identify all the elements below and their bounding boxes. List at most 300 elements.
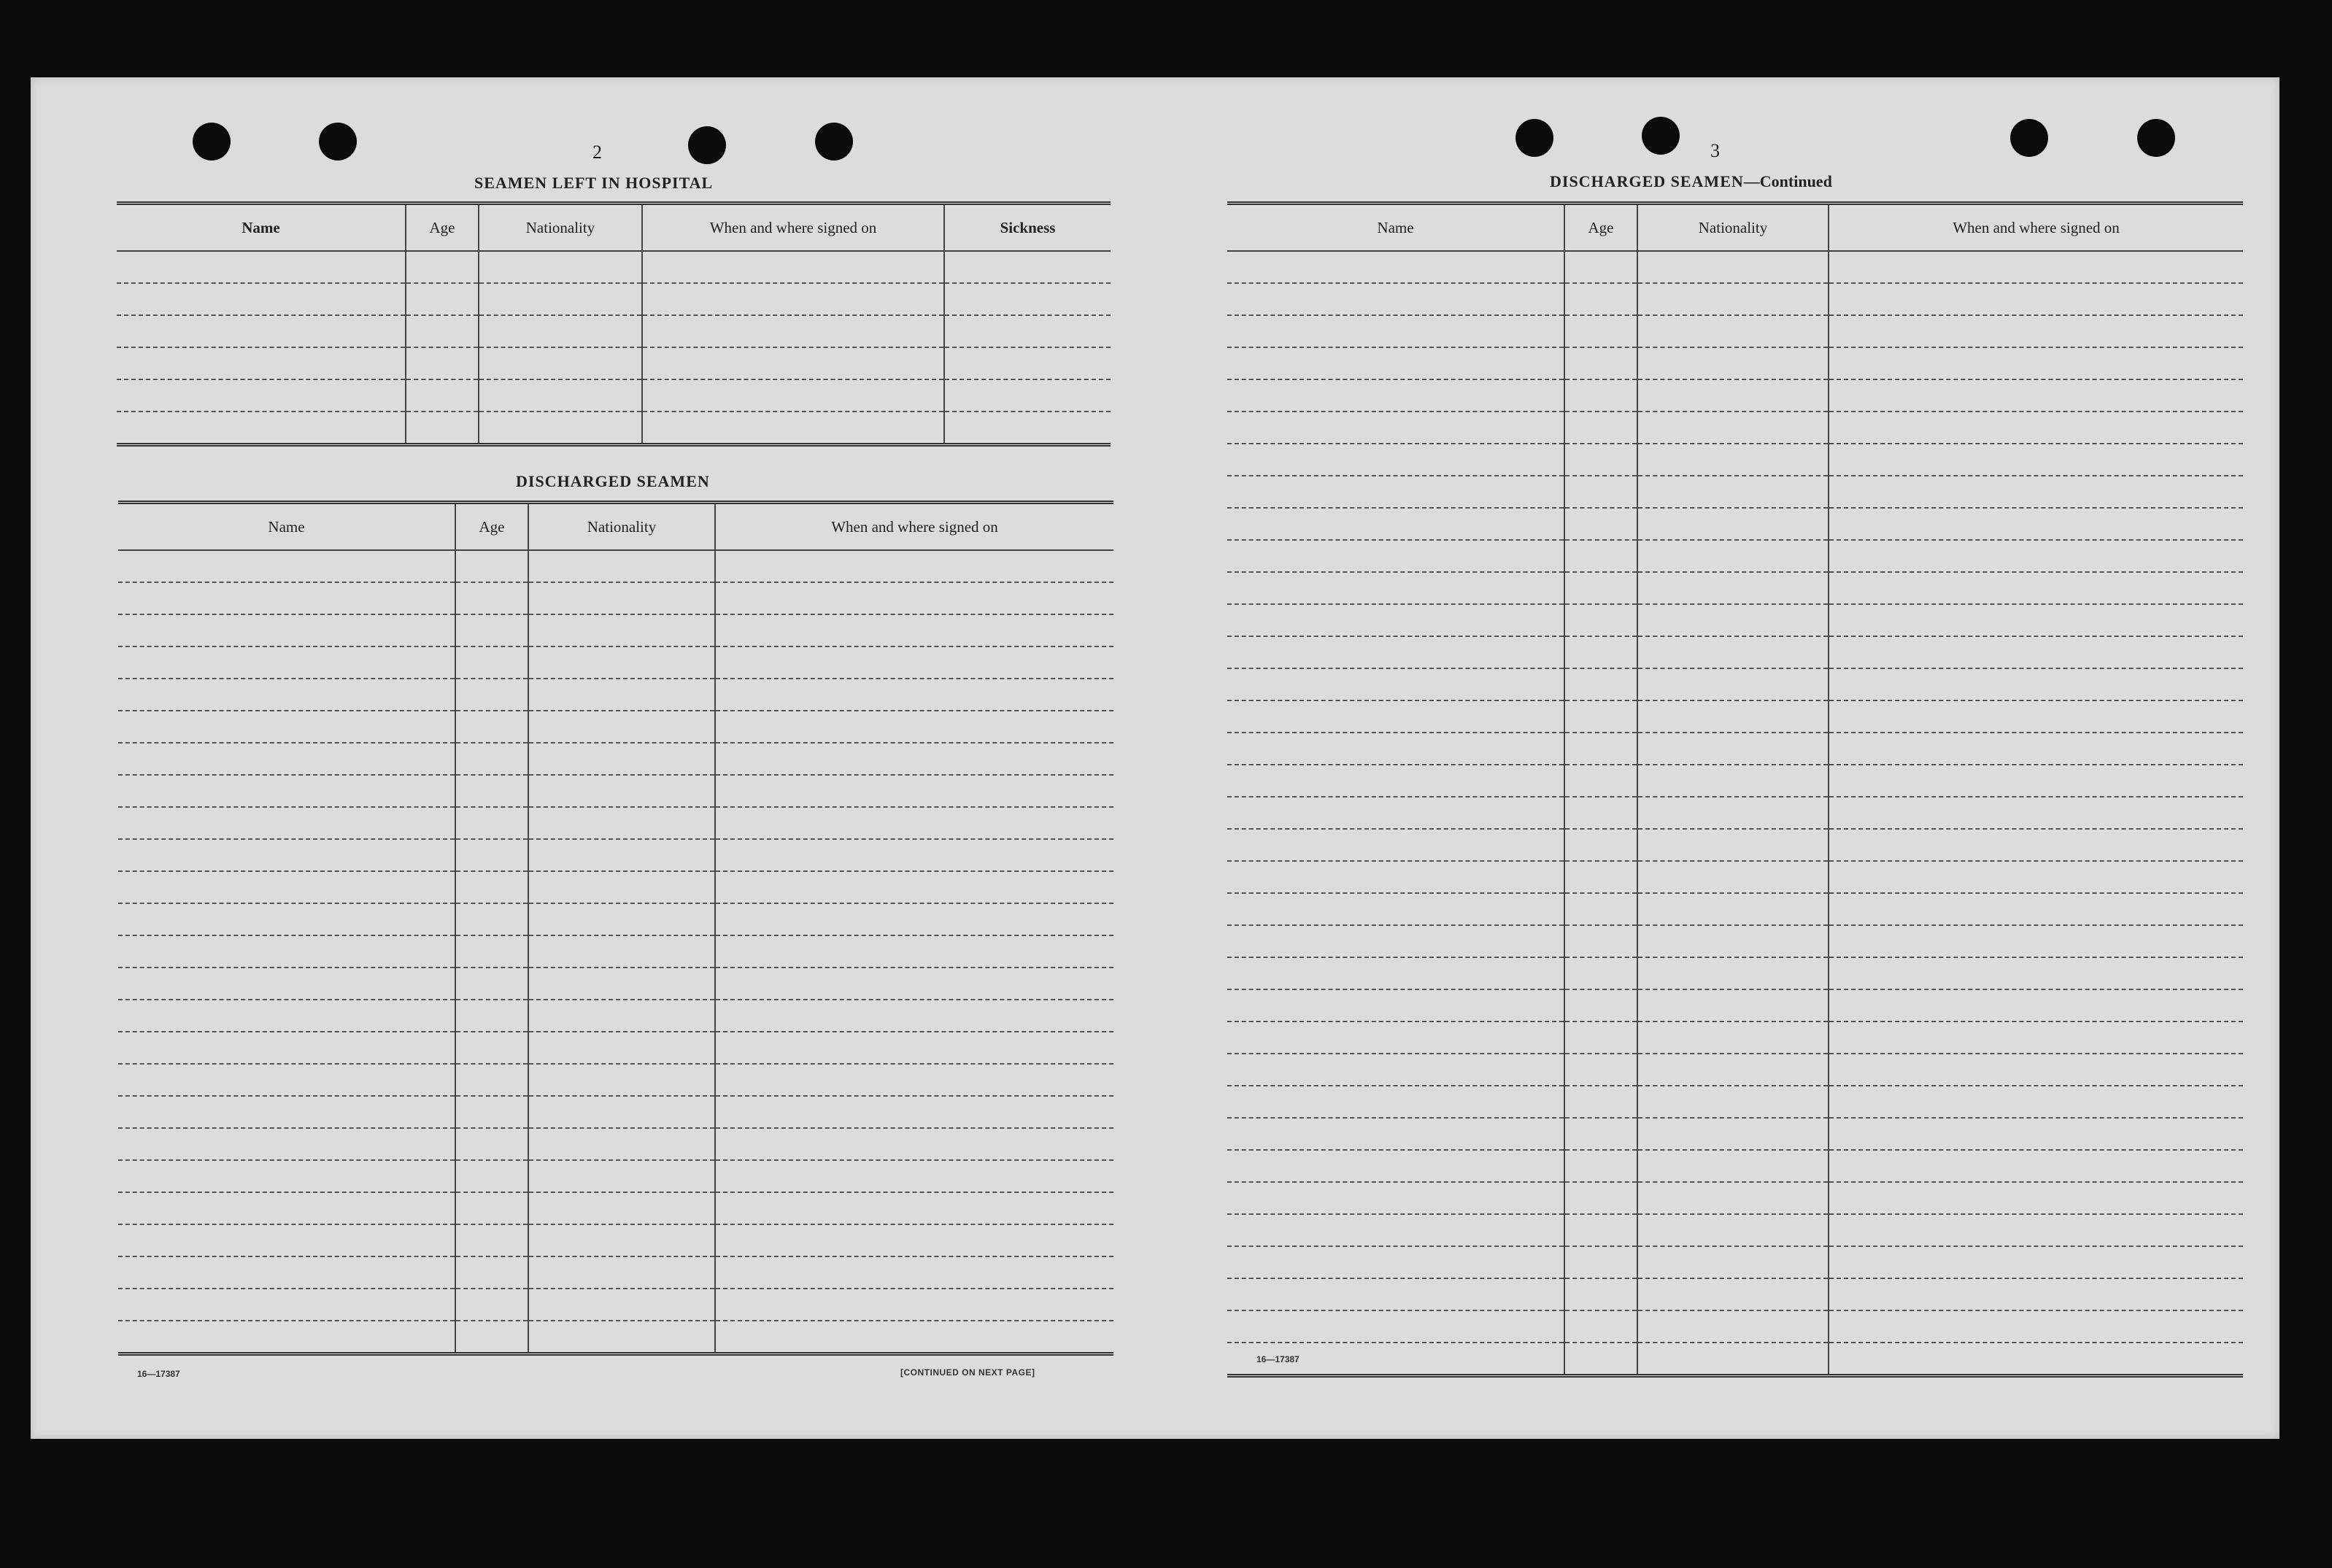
blank-entry-cell[interactable]	[1227, 700, 1564, 733]
blank-entry-cell[interactable]	[715, 1128, 1113, 1160]
blank-entry-cell[interactable]	[715, 807, 1113, 839]
blank-entry-cell[interactable]	[1227, 636, 1564, 668]
blank-entry-cell[interactable]	[1564, 604, 1637, 636]
blank-entry-cell[interactable]	[1829, 861, 2243, 893]
blank-entry-cell[interactable]	[118, 935, 455, 968]
blank-entry-cell[interactable]	[406, 251, 479, 283]
blank-entry-cell[interactable]	[1637, 251, 1829, 283]
blank-entry-cell[interactable]	[118, 775, 455, 807]
blank-entry-cell[interactable]	[1829, 347, 2243, 379]
blank-entry-cell[interactable]	[1829, 283, 2243, 315]
column-header-age: Age	[455, 503, 528, 551]
blank-entry-cell[interactable]	[1227, 1278, 1564, 1310]
blank-entry-cell[interactable]	[944, 315, 1111, 347]
blank-entry-cell[interactable]	[1637, 668, 1829, 700]
blank-entry-cell[interactable]	[406, 379, 479, 412]
blank-entry-cell[interactable]	[528, 550, 715, 582]
blank-entry-cell[interactable]	[1829, 668, 2243, 700]
blank-entry-cell[interactable]	[944, 379, 1111, 412]
blank-entry-cell[interactable]	[1564, 1021, 1637, 1054]
blank-entry-cell[interactable]	[715, 1000, 1113, 1032]
blank-entry-cell[interactable]	[1227, 829, 1564, 861]
blank-entry-cell[interactable]	[528, 775, 715, 807]
blank-entry-cell[interactable]	[1637, 444, 1829, 476]
blank-entry-cell[interactable]	[1637, 412, 1829, 444]
blank-entry-cell[interactable]	[118, 839, 455, 871]
blank-entry-cell[interactable]	[479, 251, 642, 283]
blank-entry-cell[interactable]	[455, 679, 528, 711]
blank-entry-cell[interactable]	[528, 1256, 715, 1289]
blank-entry-cell[interactable]	[1829, 989, 2243, 1021]
blank-entry-cell[interactable]	[1829, 925, 2243, 957]
table-row	[118, 1000, 1113, 1032]
blank-entry-cell[interactable]	[528, 1000, 715, 1032]
blank-entry-cell[interactable]	[528, 1128, 715, 1160]
blank-entry-cell[interactable]	[455, 775, 528, 807]
blank-entry-cell[interactable]	[1564, 508, 1637, 540]
blank-entry-cell[interactable]	[1227, 1246, 1564, 1278]
blank-entry-cell[interactable]	[1564, 668, 1637, 700]
blank-entry-cell[interactable]	[1227, 1182, 1564, 1214]
blank-entry-cell[interactable]	[1637, 540, 1829, 572]
blank-entry-cell[interactable]	[455, 550, 528, 582]
blank-entry-cell[interactable]	[1227, 412, 1564, 444]
blank-entry-cell[interactable]	[118, 1192, 455, 1224]
blank-entry-cell[interactable]	[1637, 1246, 1829, 1278]
blank-entry-cell[interactable]	[1829, 508, 2243, 540]
blank-entry-cell[interactable]	[118, 550, 455, 582]
blank-entry-cell[interactable]	[1829, 957, 2243, 989]
blank-entry-cell[interactable]	[715, 1064, 1113, 1096]
blank-entry-cell[interactable]	[1564, 861, 1637, 893]
blank-entry-cell[interactable]	[1829, 604, 2243, 636]
blank-entry-cell[interactable]	[455, 582, 528, 614]
blank-entry-cell[interactable]	[528, 1064, 715, 1096]
blank-entry-cell[interactable]	[1227, 957, 1564, 989]
blank-entry-cell[interactable]	[1637, 1021, 1829, 1054]
table-row	[1227, 1118, 2243, 1150]
blank-entry-cell[interactable]	[1564, 700, 1637, 733]
blank-entry-cell[interactable]	[1564, 412, 1637, 444]
blank-entry-cell[interactable]	[528, 582, 715, 614]
blank-entry-cell[interactable]	[528, 1224, 715, 1256]
blank-entry-cell[interactable]	[1829, 1086, 2243, 1118]
blank-entry-cell[interactable]	[715, 968, 1113, 1000]
blank-entry-cell[interactable]	[1637, 861, 1829, 893]
column-header-nationality: Nationality	[1637, 204, 1829, 252]
blank-entry-cell[interactable]	[1564, 283, 1637, 315]
blank-entry-cell[interactable]	[1564, 1086, 1637, 1118]
blank-entry-cell[interactable]	[479, 315, 642, 347]
blank-entry-cell[interactable]	[528, 1032, 715, 1064]
blank-entry-cell[interactable]	[944, 251, 1111, 283]
blank-entry-cell[interactable]	[1564, 1054, 1637, 1086]
blank-entry-cell[interactable]	[1564, 476, 1637, 508]
blank-entry-cell[interactable]	[1564, 347, 1637, 379]
blank-entry-cell[interactable]	[455, 711, 528, 743]
blank-entry-cell[interactable]	[455, 903, 528, 935]
blank-entry-cell[interactable]	[1829, 1343, 2243, 1376]
blank-entry-cell[interactable]	[715, 711, 1113, 743]
blank-entry-cell[interactable]	[944, 347, 1111, 379]
blank-entry-cell[interactable]	[1227, 1214, 1564, 1246]
blank-entry-cell[interactable]	[1227, 1118, 1564, 1150]
table-row	[118, 1064, 1113, 1096]
blank-entry-cell[interactable]	[1829, 733, 2243, 765]
blank-entry-cell[interactable]	[1564, 1118, 1637, 1150]
blank-entry-cell[interactable]	[118, 1256, 455, 1289]
blank-entry-cell[interactable]	[1227, 1310, 1564, 1343]
blank-entry-cell[interactable]	[1829, 476, 2243, 508]
blank-entry-cell[interactable]	[642, 251, 944, 283]
blank-entry-cell[interactable]	[118, 1321, 455, 1354]
blank-entry-cell[interactable]	[455, 968, 528, 1000]
blank-entry-cell[interactable]	[118, 1032, 455, 1064]
blank-entry-cell[interactable]	[118, 1096, 455, 1128]
blank-entry-cell[interactable]	[1227, 283, 1564, 315]
blank-entry-cell[interactable]	[715, 1321, 1113, 1354]
table-row	[118, 1321, 1113, 1354]
table-row	[1227, 379, 2243, 412]
blank-entry-cell[interactable]	[715, 871, 1113, 903]
blank-entry-cell[interactable]	[528, 935, 715, 968]
blank-entry-cell[interactable]	[715, 903, 1113, 935]
blank-entry-cell[interactable]	[118, 1064, 455, 1096]
blank-entry-cell[interactable]	[1637, 893, 1829, 925]
blank-entry-cell[interactable]	[1637, 733, 1829, 765]
blank-entry-cell[interactable]	[1829, 1182, 2243, 1214]
blank-entry-cell[interactable]	[1829, 829, 2243, 861]
blank-entry-cell[interactable]	[642, 283, 944, 315]
blank-entry-cell[interactable]	[406, 347, 479, 379]
blank-entry-cell[interactable]	[1637, 700, 1829, 733]
blank-entry-cell[interactable]	[1564, 1343, 1637, 1376]
blank-entry-cell[interactable]	[528, 903, 715, 935]
blank-entry-cell[interactable]	[1829, 540, 2243, 572]
table-row	[118, 614, 1113, 646]
blank-entry-cell[interactable]	[1564, 1214, 1637, 1246]
blank-entry-cell[interactable]	[1829, 1118, 2243, 1150]
blank-entry-cell[interactable]	[1637, 989, 1829, 1021]
blank-entry-cell[interactable]	[118, 968, 455, 1000]
blank-entry-cell[interactable]	[715, 1160, 1113, 1192]
table-row	[117, 347, 1111, 379]
blank-entry-cell[interactable]	[1829, 572, 2243, 604]
blank-entry-cell[interactable]	[1564, 315, 1637, 347]
blank-entry-cell[interactable]	[1227, 893, 1564, 925]
blank-entry-cell[interactable]	[118, 646, 455, 679]
blank-entry-cell[interactable]	[479, 283, 642, 315]
blank-entry-cell[interactable]	[117, 412, 406, 445]
blank-entry-cell[interactable]	[1227, 604, 1564, 636]
blank-entry-cell[interactable]	[406, 412, 479, 445]
blank-entry-cell[interactable]	[1829, 1214, 2243, 1246]
blank-entry-cell[interactable]	[1829, 893, 2243, 925]
blank-entry-cell[interactable]	[715, 839, 1113, 871]
blank-entry-cell[interactable]	[1564, 540, 1637, 572]
blank-entry-cell[interactable]	[1227, 733, 1564, 765]
punch-hole	[1642, 117, 1680, 155]
blank-entry-cell[interactable]	[1637, 508, 1829, 540]
blank-entry-cell[interactable]	[455, 1256, 528, 1289]
blank-entry-cell[interactable]	[1637, 1054, 1829, 1086]
blank-entry-cell[interactable]	[1564, 765, 1637, 797]
blank-entry-cell[interactable]	[1829, 1278, 2243, 1310]
table-row	[1227, 1086, 2243, 1118]
blank-entry-cell[interactable]	[455, 807, 528, 839]
punch-hole	[319, 123, 357, 161]
blank-entry-cell[interactable]	[1564, 251, 1637, 283]
blank-entry-cell[interactable]	[118, 807, 455, 839]
blank-entry-cell[interactable]	[406, 315, 479, 347]
blank-entry-cell[interactable]	[1564, 379, 1637, 412]
blank-entry-cell[interactable]	[479, 379, 642, 412]
blank-entry-cell[interactable]	[1564, 1150, 1637, 1182]
blank-entry-cell[interactable]	[1227, 347, 1564, 379]
blank-entry-cell[interactable]	[715, 935, 1113, 968]
blank-entry-cell[interactable]	[1637, 1310, 1829, 1343]
blank-entry-cell[interactable]	[1637, 636, 1829, 668]
blank-entry-cell[interactable]	[1227, 1021, 1564, 1054]
document-sheet	[31, 77, 2279, 1439]
table-row	[1227, 733, 2243, 765]
blank-entry-cell[interactable]	[1227, 797, 1564, 829]
blank-entry-cell[interactable]	[642, 315, 944, 347]
blank-entry-cell[interactable]	[118, 679, 455, 711]
blank-entry-cell[interactable]	[117, 315, 406, 347]
blank-entry-cell[interactable]	[1637, 1182, 1829, 1214]
table-row	[1227, 251, 2243, 283]
blank-entry-cell[interactable]	[1564, 797, 1637, 829]
blank-entry-cell[interactable]	[1829, 765, 2243, 797]
blank-entry-cell[interactable]	[118, 582, 455, 614]
blank-entry-cell[interactable]	[455, 743, 528, 775]
table-row	[1227, 989, 2243, 1021]
blank-entry-cell[interactable]	[528, 1321, 715, 1354]
blank-entry-cell[interactable]	[1637, 797, 1829, 829]
blank-entry-cell[interactable]	[455, 1192, 528, 1224]
blank-entry-cell[interactable]	[1564, 925, 1637, 957]
table-row	[1227, 347, 2243, 379]
table-row	[117, 251, 1111, 283]
page-number-left: 2	[592, 142, 602, 163]
blank-entry-cell[interactable]	[1564, 733, 1637, 765]
blank-entry-cell[interactable]	[715, 1224, 1113, 1256]
blank-entry-cell[interactable]	[117, 347, 406, 379]
blank-entry-cell[interactable]	[1564, 1246, 1637, 1278]
blank-entry-cell[interactable]	[1637, 604, 1829, 636]
blank-entry-cell[interactable]	[528, 871, 715, 903]
blank-entry-cell[interactable]	[1564, 893, 1637, 925]
blank-entry-cell[interactable]	[715, 582, 1113, 614]
blank-entry-cell[interactable]	[406, 283, 479, 315]
blank-entry-cell[interactable]	[118, 1128, 455, 1160]
table-row	[118, 1224, 1113, 1256]
blank-entry-cell[interactable]	[1637, 925, 1829, 957]
blank-entry-cell[interactable]	[715, 614, 1113, 646]
blank-entry-cell[interactable]	[1227, 444, 1564, 476]
blank-entry-cell[interactable]	[715, 775, 1113, 807]
blank-entry-cell[interactable]	[1829, 315, 2243, 347]
blank-entry-cell[interactable]	[1564, 989, 1637, 1021]
blank-entry-cell[interactable]	[1829, 1310, 2243, 1343]
blank-entry-cell[interactable]	[1637, 1086, 1829, 1118]
blank-entry-cell[interactable]	[1637, 765, 1829, 797]
table-row	[1227, 893, 2243, 925]
blank-entry-cell[interactable]	[118, 1160, 455, 1192]
blank-entry-cell[interactable]	[715, 550, 1113, 582]
blank-entry-cell[interactable]	[715, 1289, 1113, 1321]
blank-entry-cell[interactable]	[1227, 925, 1564, 957]
blank-entry-cell[interactable]	[1227, 989, 1564, 1021]
blank-entry-cell[interactable]	[1227, 540, 1564, 572]
blank-entry-cell[interactable]	[1637, 379, 1829, 412]
blank-entry-cell[interactable]	[528, 743, 715, 775]
blank-entry-cell[interactable]	[1564, 572, 1637, 604]
blank-entry-cell[interactable]	[1564, 444, 1637, 476]
blank-entry-cell[interactable]	[715, 743, 1113, 775]
blank-entry-cell[interactable]	[1227, 1150, 1564, 1182]
blank-entry-cell[interactable]	[1564, 636, 1637, 668]
blank-entry-cell[interactable]	[118, 903, 455, 935]
blank-entry-cell[interactable]	[528, 1192, 715, 1224]
blank-entry-cell[interactable]	[1227, 251, 1564, 283]
blank-entry-cell[interactable]	[118, 743, 455, 775]
blank-entry-cell[interactable]	[455, 1128, 528, 1160]
blank-entry-cell[interactable]	[1637, 315, 1829, 347]
blank-entry-cell[interactable]	[117, 283, 406, 315]
blank-entry-cell[interactable]	[1227, 1054, 1564, 1086]
blank-entry-cell[interactable]	[1227, 572, 1564, 604]
blank-entry-cell[interactable]	[1829, 1021, 2243, 1054]
blank-entry-cell[interactable]	[1564, 1278, 1637, 1310]
blank-entry-cell[interactable]	[1227, 508, 1564, 540]
blank-entry-cell[interactable]	[455, 935, 528, 968]
blank-entry-cell[interactable]	[715, 646, 1113, 679]
blank-entry-cell[interactable]	[715, 1032, 1113, 1064]
punch-hole	[815, 123, 853, 161]
blank-entry-cell[interactable]	[1829, 379, 2243, 412]
blank-entry-cell[interactable]	[118, 614, 455, 646]
blank-entry-cell[interactable]	[455, 614, 528, 646]
blank-entry-cell[interactable]	[1637, 1118, 1829, 1150]
blank-entry-cell[interactable]	[455, 1032, 528, 1064]
form-code-left: 16—17387	[137, 1369, 180, 1379]
blank-entry-cell[interactable]	[1829, 1150, 2243, 1182]
blank-entry-cell[interactable]	[528, 1160, 715, 1192]
blank-entry-cell[interactable]	[1227, 315, 1564, 347]
blank-entry-cell[interactable]	[118, 1000, 455, 1032]
blank-entry-cell[interactable]	[1637, 829, 1829, 861]
blank-entry-cell[interactable]	[1829, 412, 2243, 444]
blank-entry-cell[interactable]	[642, 412, 944, 445]
punch-hole	[193, 123, 231, 161]
column-header-nationality: Nationality	[528, 503, 715, 551]
blank-entry-cell[interactable]	[528, 711, 715, 743]
table-row	[1227, 636, 2243, 668]
blank-entry-cell[interactable]	[1637, 347, 1829, 379]
blank-entry-cell[interactable]	[1564, 1310, 1637, 1343]
blank-entry-cell[interactable]	[528, 679, 715, 711]
column-header-nationality: Nationality	[479, 204, 642, 252]
blank-entry-cell[interactable]	[642, 347, 944, 379]
blank-entry-cell[interactable]	[479, 347, 642, 379]
blank-entry-cell[interactable]	[944, 283, 1111, 315]
blank-entry-cell[interactable]	[1227, 476, 1564, 508]
blank-entry-cell[interactable]	[1829, 1054, 2243, 1086]
blank-entry-cell[interactable]	[117, 251, 406, 283]
blank-entry-cell[interactable]	[1227, 1086, 1564, 1118]
blank-entry-cell[interactable]	[642, 379, 944, 412]
blank-entry-cell[interactable]	[1637, 1150, 1829, 1182]
blank-entry-cell[interactable]	[455, 1096, 528, 1128]
blank-entry-cell[interactable]	[1829, 444, 2243, 476]
blank-entry-cell[interactable]	[1829, 700, 2243, 733]
blank-entry-cell[interactable]	[528, 646, 715, 679]
blank-entry-cell[interactable]	[455, 646, 528, 679]
blank-entry-cell[interactable]	[1637, 957, 1829, 989]
table-row	[1227, 700, 2243, 733]
blank-entry-cell[interactable]	[455, 1289, 528, 1321]
blank-entry-cell[interactable]	[1637, 283, 1829, 315]
blank-entry-cell[interactable]	[1564, 957, 1637, 989]
blank-entry-cell[interactable]	[1227, 668, 1564, 700]
blank-entry-cell[interactable]	[455, 1224, 528, 1256]
blank-entry-cell[interactable]	[1227, 379, 1564, 412]
blank-entry-cell[interactable]	[528, 1096, 715, 1128]
blank-entry-cell[interactable]	[479, 412, 642, 445]
blank-entry-cell[interactable]	[117, 379, 406, 412]
blank-entry-cell[interactable]	[715, 1192, 1113, 1224]
blank-entry-cell[interactable]	[1829, 797, 2243, 829]
blank-entry-cell[interactable]	[455, 1160, 528, 1192]
blank-entry-cell[interactable]	[455, 1321, 528, 1354]
blank-entry-cell[interactable]	[455, 839, 528, 871]
blank-entry-cell[interactable]	[1829, 636, 2243, 668]
blank-entry-cell[interactable]	[528, 614, 715, 646]
blank-entry-cell[interactable]	[1829, 1246, 2243, 1278]
blank-entry-cell[interactable]	[1637, 572, 1829, 604]
section-title-hospital: SEAMEN LEFT IN HOSPITAL	[474, 174, 714, 192]
blank-entry-cell[interactable]	[1564, 1182, 1637, 1214]
blank-entry-cell[interactable]	[118, 711, 455, 743]
blank-entry-cell[interactable]	[1564, 829, 1637, 861]
discharged-table-left	[118, 501, 1113, 1356]
blank-entry-cell[interactable]	[715, 1096, 1113, 1128]
blank-entry-cell[interactable]	[528, 807, 715, 839]
blank-entry-cell[interactable]	[455, 871, 528, 903]
blank-entry-cell[interactable]	[455, 1000, 528, 1032]
blank-entry-cell[interactable]	[1227, 765, 1564, 797]
blank-entry-cell[interactable]	[1227, 861, 1564, 893]
blank-entry-cell[interactable]	[944, 412, 1111, 445]
blank-entry-cell[interactable]	[455, 1064, 528, 1096]
blank-entry-cell[interactable]	[118, 1224, 455, 1256]
blank-entry-cell[interactable]	[1829, 251, 2243, 283]
blank-entry-cell[interactable]	[528, 1289, 715, 1321]
blank-entry-cell[interactable]	[118, 871, 455, 903]
column-header-when-and-where-signed-on: When and where signed on	[642, 204, 944, 252]
blank-entry-cell[interactable]	[1637, 1214, 1829, 1246]
blank-entry-cell[interactable]	[528, 968, 715, 1000]
blank-entry-cell[interactable]	[1637, 1343, 1829, 1376]
blank-entry-cell[interactable]	[1637, 1278, 1829, 1310]
blank-entry-cell[interactable]	[118, 1289, 455, 1321]
blank-entry-cell[interactable]	[528, 839, 715, 871]
blank-entry-cell[interactable]	[715, 1256, 1113, 1289]
blank-entry-cell[interactable]	[715, 679, 1113, 711]
blank-entry-cell[interactable]	[1637, 476, 1829, 508]
